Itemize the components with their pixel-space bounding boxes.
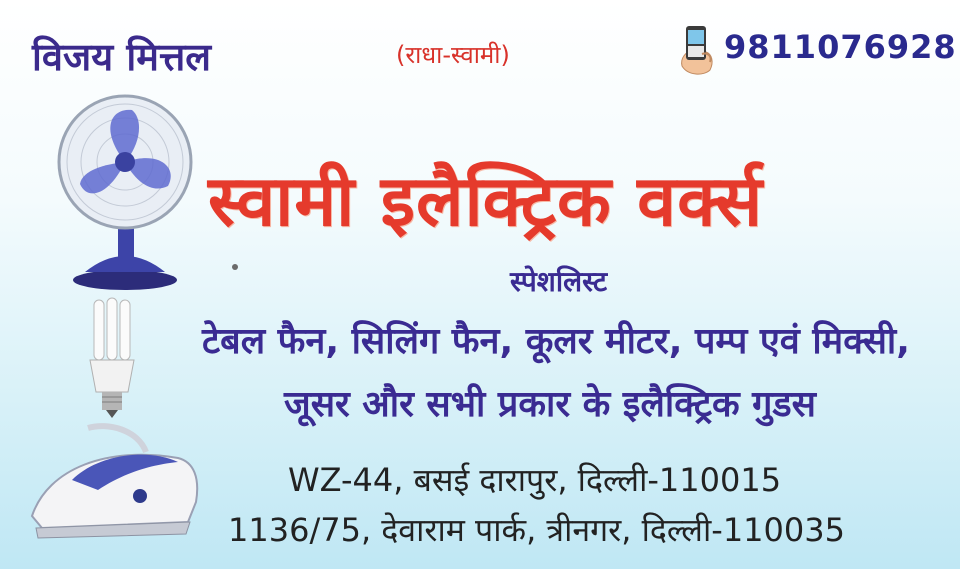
table-fan-icon — [40, 90, 210, 290]
address-line-1: WZ-44, बसई दारापुर, दिल्ली-110015 — [288, 461, 782, 499]
specialist-label: स्पेशलिस्ट — [510, 265, 608, 298]
products-line-2: जूसर और सभी प्रकार के इलैक्ट्रिक गुडस — [284, 384, 817, 425]
address-line-2: 1136/75, देवाराम पार्क, त्रीनगर, दिल्ली-110035 — [228, 511, 845, 549]
electric-iron-icon — [28, 418, 204, 542]
business-name: स्वामी इलैक्ट्रिक वर्क्स — [208, 160, 764, 242]
tagline: (राधा-स्वामी) — [396, 41, 510, 69]
cfl-bulb-icon — [82, 296, 142, 420]
mobile-phone-icon — [672, 22, 724, 76]
phone-number: 9811076928 — [724, 28, 957, 66]
owner-name: विजय मित्तल — [32, 35, 212, 79]
products-line-1: टेबल फैन, सिलिंग फैन, कूलर मीटर, पम्प एवं मिक्सी, — [202, 321, 910, 362]
printed-dot — [232, 264, 238, 270]
